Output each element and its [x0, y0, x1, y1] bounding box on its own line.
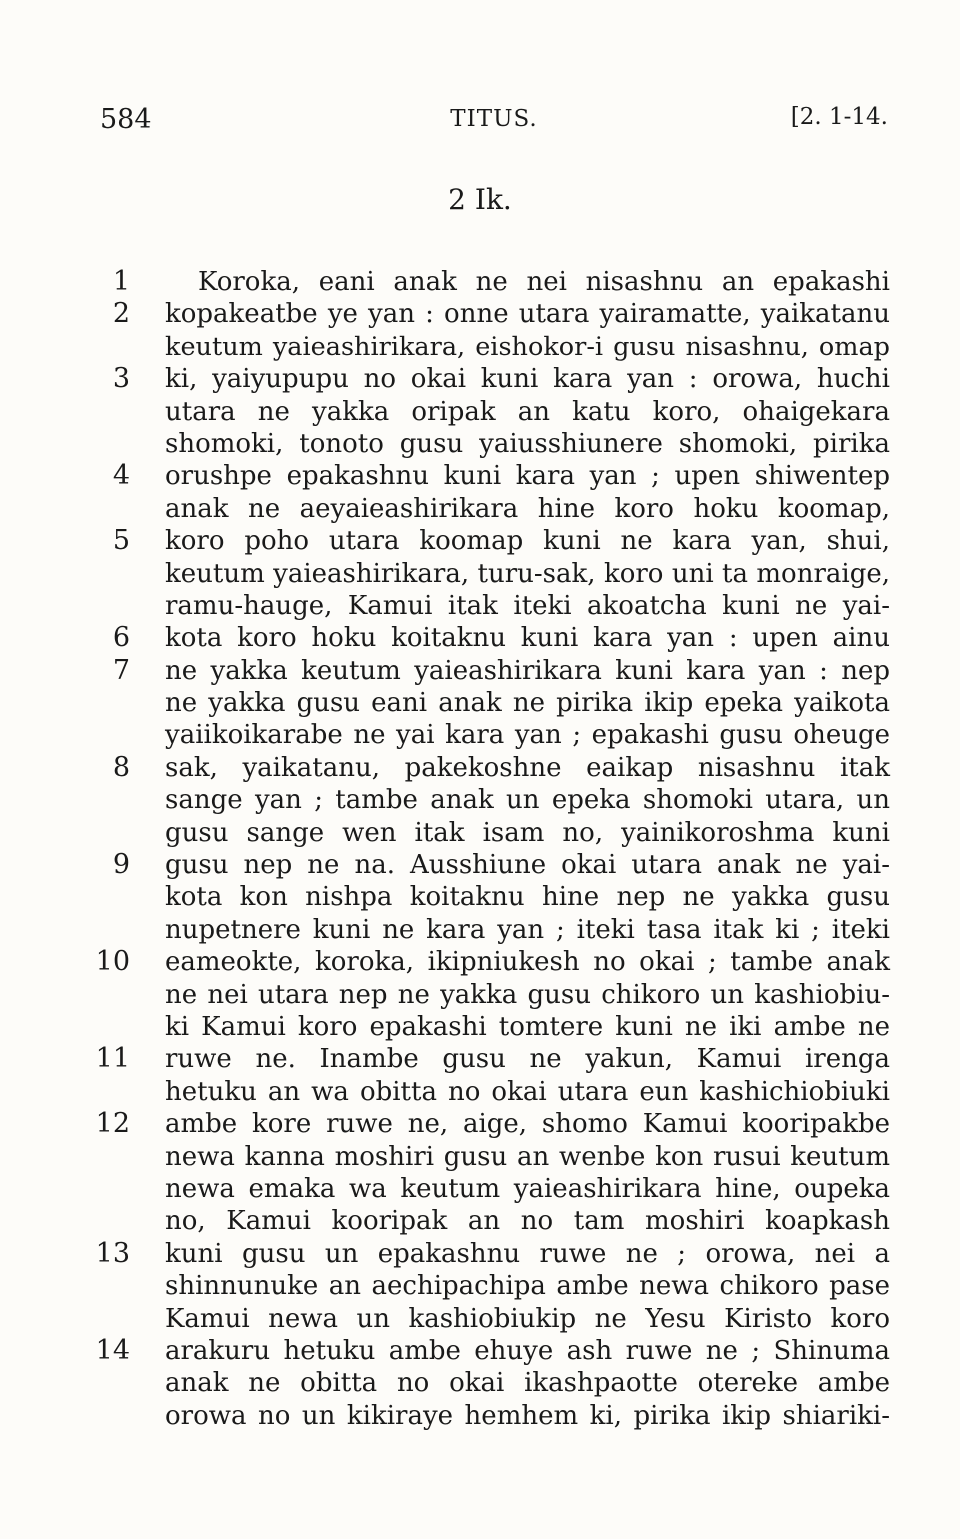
line-text: orowa no un kikiraye hemhem ki, pirika ikip shiariki- [165, 1400, 890, 1431]
text-line [0, 687, 960, 719]
line-text: shomoki, tonoto gusu yaiusshiunere shomoki, pirika [165, 428, 890, 459]
text-line [0, 784, 960, 816]
text-line [0, 525, 960, 557]
verse-body [0, 266, 960, 1432]
text-line [0, 460, 960, 492]
line-text: eameokte, koroka, ikipniukesh no okai ; tambe anak [165, 947, 890, 978]
line-text: koro poho utara koomap kuni ne kara yan, shui, [165, 526, 890, 557]
running-title: TITUS. [450, 106, 538, 132]
chapter-reference: [2. 1-14. [790, 104, 888, 130]
verse-number: 13 [95, 1237, 130, 1269]
text-line [0, 849, 960, 881]
text-line [0, 946, 960, 978]
verse-number: 5 [112, 525, 130, 557]
line-text: orushpe epakashnu kuni kara yan ; upen shiwentep [165, 461, 890, 492]
line-text: anak ne aeyaieashirikara hine koro hoku koomap, [165, 493, 890, 524]
line-text: ki Kamui koro epakashi tomtere kuni ne iki ambe ne [165, 1011, 890, 1042]
line-text: Koroka, eani anak ne nei nisashnu an epakashi [198, 267, 890, 297]
line-text: shinnunuke an aechipachipa ambe newa chikoro pase [165, 1271, 890, 1302]
line-text: ne nei utara nep ne yakka gusu chikoro un kashiobiu- [165, 979, 890, 1010]
text-line [0, 1303, 960, 1335]
text-line [0, 1108, 960, 1140]
text-line [0, 558, 960, 590]
text-line [0, 719, 960, 751]
text-line [0, 428, 960, 460]
line-text: sange yan ; tambe anak un epeka shomoki utara, un [165, 785, 890, 816]
text-line [0, 396, 960, 428]
verse-number: 10 [95, 946, 130, 978]
text-line [0, 1141, 960, 1173]
line-text: gusu nep ne na. Ausshiune okai utara anak ne yai- [165, 850, 890, 881]
text-line [0, 590, 960, 622]
line-text: ruwe ne. Inambe gusu ne yakun, Kamui irenga [165, 1044, 890, 1075]
line-text: yaiikoikarabe ne yai kara yan ; epakashi gusu oheuge [165, 720, 890, 751]
text-line [0, 493, 960, 525]
text-line [0, 1367, 960, 1399]
line-text: anak ne obitta no okai ikashpaotte otereke ambe [165, 1368, 890, 1399]
line-text: no, Kamui kooripak an no tam moshiri koapkash [165, 1206, 890, 1237]
verse-number: 4 [112, 460, 130, 492]
verse-number: 14 [95, 1334, 130, 1366]
verse-number: 12 [95, 1108, 130, 1140]
text-line [0, 1173, 960, 1205]
text-line [0, 1043, 960, 1075]
text-line [0, 752, 960, 784]
text-line [0, 1205, 960, 1237]
verse-number: 6 [112, 622, 130, 654]
line-text: kopakeatbe ye yan : onne utara yairamatte, yaikatanu [165, 299, 890, 330]
line-text: ambe kore ruwe ne, aige, shomo Kamui kooripakbe [165, 1109, 890, 1140]
line-text: keutum yaieashirikara, eishokor-i gusu nisashnu, omap [165, 331, 890, 362]
line-text: arakuru hetuku ambe ehuye ash ruwe ne ; Shinuma [165, 1335, 890, 1366]
line-text: keutum yaieashirikara, turu-sak, koro uni ta monraige, [165, 558, 890, 589]
text-line [0, 622, 960, 654]
verse-number: 11 [95, 1043, 130, 1075]
line-text: kota kon nishpa koitaknu hine nep ne yakka gusu [165, 882, 890, 913]
text-line [0, 1076, 960, 1108]
line-text: ramu-hauge, Kamui itak iteki akoatcha kuni ne yai- [165, 590, 890, 621]
text-line [0, 363, 960, 395]
verse-number: 3 [112, 363, 130, 395]
line-text: ki, yaiyupupu no okai kuni kara yan : orowa, huchi [165, 364, 890, 395]
text-line [0, 979, 960, 1011]
line-text: gusu sange wen itak isam no, yainikoroshma kuni [165, 817, 890, 848]
line-text: Kamui newa un kashiobiukip ne Yesu Kiristo koro [165, 1303, 890, 1334]
running-header [100, 104, 888, 144]
page-number: 584 [100, 104, 152, 135]
text-line [0, 331, 960, 363]
text-line [0, 1335, 960, 1367]
text-line [0, 1270, 960, 1302]
line-text: kota koro hoku koitaknu kuni kara yan : upen ainu [165, 623, 890, 654]
verse-number: 1 [112, 266, 130, 297]
text-line [0, 881, 960, 913]
line-text: kuni gusu un epakashnu ruwe ne ; orowa, nei a [165, 1238, 890, 1269]
line-text: utara ne yakka oripak an katu koro, ohaigekara [165, 396, 890, 427]
line-text: sak, yaikatanu, pakekoshne eaikap nisashnu itak [165, 752, 890, 783]
verse-number: 7 [112, 654, 130, 686]
line-text: newa emaka wa keutum yaieashirikara hine, oupeka [165, 1173, 890, 1204]
text-line [0, 1400, 960, 1432]
verse-number: 9 [112, 849, 130, 881]
line-text: nupetnere kuni ne kara yan ; iteki tasa itak ki ; iteki [165, 914, 890, 945]
text-line [0, 655, 960, 687]
text-line [0, 817, 960, 849]
text-line [0, 1238, 960, 1270]
line-text: newa kanna moshiri gusu an wenbe kon rusui keutum [165, 1141, 890, 1172]
text-line [0, 914, 960, 946]
text-line [0, 266, 960, 298]
text-line [0, 1011, 960, 1043]
text-line [0, 298, 960, 330]
line-text: hetuku an wa obitta no okai utara eun kashichiobiuki [165, 1076, 890, 1107]
line-text: ne yakka gusu eani anak ne pirika ikip epeka yaikota [165, 688, 890, 719]
verse-number: 2 [112, 298, 130, 330]
verse-number: 8 [112, 751, 130, 783]
line-text: ne yakka keutum yaieashirikara kuni kara yan : nep [165, 655, 890, 686]
chapter-heading: 2 Ik. [448, 183, 512, 216]
